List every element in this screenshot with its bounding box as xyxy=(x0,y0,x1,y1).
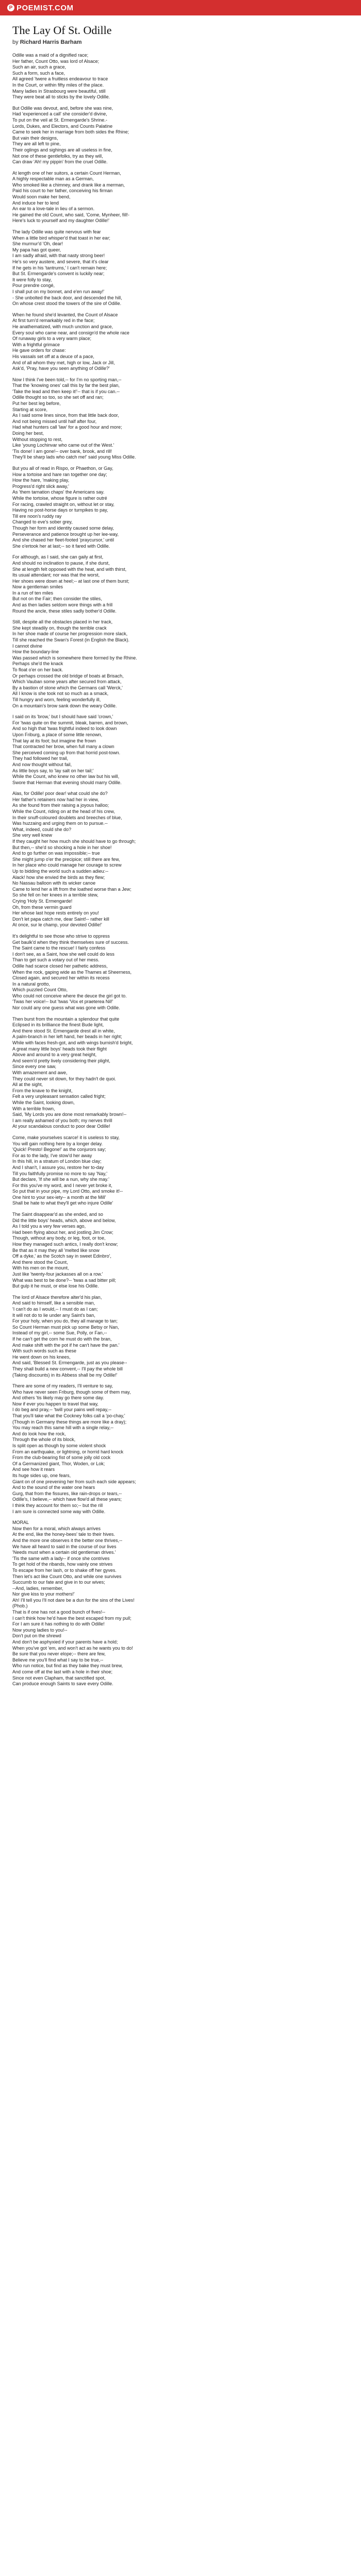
poem-line: The lord of Alsace therefore alter'd his plan, xyxy=(12,1294,102,1300)
poem-line: There are some of my readers, I'll venture to say, xyxy=(12,1383,113,1389)
poem-line: Like 'young Lochinvar who came out of the West.' xyxy=(12,443,114,448)
poem-stanza xyxy=(12,791,349,928)
poem-line: It will not do to lie under any Saint's ban, xyxy=(12,1312,95,1318)
poem-line: For racing, crawled straight on, without let or stay, xyxy=(12,501,114,507)
poem-line: They could never sit down, for they hadn't de quoi. xyxy=(12,1076,116,1081)
poem-line: And the more one observes it the better one thrives,-- xyxy=(12,1537,123,1543)
poem-line: Since not even Clapham, that sanctified spot, xyxy=(12,1675,106,1681)
poem-line: Since every one saw, xyxy=(12,1064,57,1070)
poem-line: Is split open as though by some violent shock xyxy=(12,1443,106,1449)
poem-line: Had 'experienced a call' she consider'd divine, xyxy=(12,111,107,117)
poem-stanza xyxy=(12,1383,349,1515)
poem-line: 'Quick! Presto! Begone!' as the conjurors say; xyxy=(12,1147,106,1153)
poem-line: But not on the Fair; then consider the stiles, xyxy=(12,596,102,602)
poem-line: Who have never seen Friburg, though some of them may, xyxy=(12,1389,131,1395)
poem-line: She murmur'd 'Oh, dear! xyxy=(12,241,63,247)
poem-line: Alas, for Odille! poor dear! what could she do? xyxy=(12,791,108,796)
poem-line: And so high that 'twas frightful indeed to look down xyxy=(12,726,117,732)
poem-line: If he gets in his 'tantrums,' I can't remain here; xyxy=(12,265,107,270)
poem-stanza xyxy=(12,312,349,372)
poem-line: No Nassau balloon with its wicker canoe xyxy=(12,880,96,886)
poem-line: He went down on his knees, xyxy=(12,1354,71,1360)
poem-line: Succumb to our fate and give in to our wives; xyxy=(12,1580,105,1585)
poem-line: And not being missed until half after four, xyxy=(12,418,97,424)
poem-line: For this you've my word, and I never yet broke it, xyxy=(12,1182,112,1188)
poem-line: That you'll take what the Cockney folks call a 'po-chay,' xyxy=(12,1413,125,1419)
poem-line: She might jump o'er the precipice; still there are few, xyxy=(12,856,120,862)
poem-line: 'Needs must when a certain old gentleman drives.' xyxy=(12,1550,116,1555)
poem-line: He anathematized, with much unction and grace, xyxy=(12,324,113,329)
poem-line: But then,-- she'd so shocking a hole in her shoe! xyxy=(12,844,112,850)
poem-line: And induce her to lend xyxy=(12,200,59,206)
poem-line: I am sure is connected some way with Odille. xyxy=(12,1509,106,1514)
poem-line: But vain their designs, xyxy=(12,135,58,141)
poem-line: Than to get such a votary out of her mess. xyxy=(12,957,100,963)
poem-line: And make shift with the pot if he can't have the pan.' xyxy=(12,1342,120,1348)
poem-line: Gurg, that from the fissures, like rain-drops or tears,-- xyxy=(12,1490,122,1496)
poem-stanza xyxy=(12,53,349,100)
poem-line: As she found from their raising a joyous halloo; xyxy=(12,803,109,808)
poem-body xyxy=(12,53,349,1687)
poem-line: While the Count, riding on at the head of his crew, xyxy=(12,809,115,815)
poem-line: As I told you a very few verses ago, xyxy=(12,1224,86,1229)
poem-line: I am sadly afraid, with that nasty strong beer! xyxy=(12,253,105,259)
poem-line: Here's luck to yourself and my daughter Odille!' xyxy=(12,218,110,224)
poem-line: At your scandalous conduct to poor dear Odille! xyxy=(12,1124,110,1129)
poem-line: Instead of my girl,-- some Sue, Polly, or Fan,-- xyxy=(12,1330,107,1336)
poem-line: He's so very austere, and severe, that it's clear xyxy=(12,259,109,264)
poem-line: As I said some lines since, from that little back door, xyxy=(12,413,119,418)
poem-line: Off a dyke,' as the Scotch say in sweet Edinbro', xyxy=(12,1253,111,1259)
poem-line: When a little bird whisper'd that toast in her ear; xyxy=(12,235,110,241)
poem-line: So she fell on her knees in a terrible stew, xyxy=(12,892,99,898)
poem-line: How a tortoise and hare ran together one day; xyxy=(12,471,107,477)
poem-line: They'll be sharp lads who catch me!' said young Miss Odille. xyxy=(12,454,136,460)
poem-line: I do beg and pray,-- 'twill your pains well repay,-- xyxy=(12,1407,111,1413)
poem-line: And as then ladies seldom wore things with a frill xyxy=(12,602,113,608)
poem-line: To get hold of the ribands, how vainly one strives xyxy=(12,1562,113,1567)
poem-line: I think they account for them so;-- but the rill xyxy=(12,1502,103,1508)
poem-line: Be that as it may they all 'melted like snow xyxy=(12,1247,100,1253)
poem-line: Her whose last hope rests entirely on you! xyxy=(12,910,99,916)
poem-line: On a mountain's brow sank down the weary Odille. xyxy=(12,703,117,708)
poem-line: Had been flying about her, and jostling Jim Crow; xyxy=(12,1229,113,1235)
poem-line: On whose crest stood the towers of the sire of Odille. xyxy=(12,301,122,307)
poem-line: 'I can't do as I would,-- I must do as I can; xyxy=(12,1306,98,1312)
poem-line: So Count Herman must pick up some Betsy or Nan, xyxy=(12,1324,119,1330)
poem-line: Till hungry and worn, feeling wonderfully ill, xyxy=(12,697,101,702)
poem-line: Now then for a moral, which always arrives xyxy=(12,1526,101,1531)
poem-line: All I know is she took not so much as a smack, xyxy=(12,691,109,697)
poem-line: With such words such as these xyxy=(12,1348,77,1354)
poem-line: And there stood the Count, xyxy=(12,1259,68,1265)
poem-line: Then burst from the mountain a splendour that quite xyxy=(12,1016,120,1022)
poem-line: You will gain nothing here by a longer delay. xyxy=(12,1141,103,1146)
poem-line: She o'ertook her at last;-- so it fared with Odille. xyxy=(12,543,110,549)
poem-line: Was huzzaing and urging them on to pursue.-- xyxy=(12,821,108,826)
poem-line: They are all left to pine, xyxy=(12,141,61,147)
poem-line: Came to seek her in marriage from both sides the Rhine; xyxy=(12,129,129,135)
poem-stanza xyxy=(12,554,349,614)
poem-line: With a frightful grimace xyxy=(12,342,60,347)
poem-line: To float o'er on her back. xyxy=(12,667,63,672)
poem-line: And do look how the rock, xyxy=(12,1431,66,1436)
poem-line: Which puzzled Count Otto, xyxy=(12,987,68,993)
poem-line: Still, despite all the obstacles placed in her track, xyxy=(12,619,113,625)
poem-line: At the end, like the honey-bees' tale to their hives. xyxy=(12,1532,115,1537)
poem-line: His vassals set off at a deuce of a pace, xyxy=(12,353,94,359)
site-logo-text[interactable]: POEMIST.COM xyxy=(17,3,74,12)
poem-line: Ah! I'll tell you I'll not dare be a dun for the sins of the Lives! xyxy=(12,1597,135,1603)
by-label: by xyxy=(12,39,19,45)
poem-line: I shall put on my bonnet, and e'en run away!' xyxy=(12,289,105,294)
poem-line: Her shoes were down at heel;-- at last one of them burst; xyxy=(12,578,129,584)
poem-line: The Saint disappear'd as she ended, and so xyxy=(12,1212,103,1217)
poem-line: And others 'tis likely may go there some day. xyxy=(12,1395,104,1401)
poem-line: Alack! how she envied the birds as they flew; xyxy=(12,874,105,880)
poem-line: Paid his court to her father, conceiving his firman xyxy=(12,188,113,194)
poem-line: At first turn'd remarkably red in the face; xyxy=(12,318,95,324)
poem-line: That lay at its foot; but imagine the frown xyxy=(12,738,96,743)
poem-line: I can't think how he'd have the best escaped from my pull; xyxy=(12,1615,132,1621)
poem-line: Then let's act like Count Otto, and while one survives xyxy=(12,1573,122,1579)
poem-line: Came to lend her a lift from the loathed worse than a Jew; xyxy=(12,886,132,892)
poem-line: Now I think I've been told,-- for I'm no sporting man,-- xyxy=(12,377,122,382)
poem-line: But St. Ermengarde's convent is luckily near; xyxy=(12,271,105,277)
poem-line: As little boys say, to 'lay salt on her tail;' xyxy=(12,768,94,773)
poem-line: For as to the lady, I've stow'd her away xyxy=(12,1153,92,1158)
poem-line: Without stopping to rest, xyxy=(12,436,63,442)
logo-icon[interactable]: P xyxy=(7,4,14,11)
poem-line: Odille had scarce closed her pathetic address, xyxy=(12,963,108,969)
poem-line: Can draw 'Ah! my pippin' from the cruel Odille. xyxy=(12,159,108,165)
poem-line: With a terrible frown, xyxy=(12,1106,55,1111)
poem-line: Though her form and identity caused some delay, xyxy=(12,525,114,531)
poem-line: Till she reached the Swan's Forest (in English the Black). xyxy=(12,637,129,643)
poem-stanza xyxy=(12,1295,349,1378)
poem-line: Every soul who came near, and consign'd the whole race xyxy=(12,330,129,335)
poem-line: And come off at the last with a hole in their shoe; xyxy=(12,1669,112,1674)
poem-line: The Saint came to the rescue! I fairly confess xyxy=(12,945,106,951)
poem-line: Having no post-horse days or turnpikes to pay, xyxy=(12,507,108,513)
poem-line: 'Twas her voice!-- but 'twas 'Vox et praeterea Nil!' xyxy=(12,999,113,1005)
poem-line: Above and around to a very great height, xyxy=(12,1052,97,1058)
poem-line: Nor give kiss to your mothers!' xyxy=(12,1591,75,1597)
poem-line: Not one of these gentlefolks, try as they will, xyxy=(12,153,103,159)
poem-line: For although, as I said, she can gaily at first, xyxy=(12,554,104,560)
poem-line: Changed to eve's sober grey, xyxy=(12,519,73,525)
poem-line: Eclipsed in its brilliance the finest Bude light, xyxy=(12,1022,104,1028)
poem-line: What was best to be done?-- 'twas a sad bitter pill; xyxy=(12,1277,116,1283)
poem-line: An ear to a love-tale in lieu of a sermon. xyxy=(12,206,95,212)
poem-line: While the Count, who knew no other law but his will, xyxy=(12,774,120,779)
poem-line: For 'twas quite on the summit, bleak, barren, and brown, xyxy=(12,720,128,725)
poem-line: Her father, Count Otto, was lord of Alsace; xyxy=(12,58,100,64)
poem-line: 'Tis done! I am gone!-- over bank, brook, and rill! xyxy=(12,448,112,454)
poem-line: (Phob.) xyxy=(12,1603,28,1609)
poem-title: The Lay Of St. Odille xyxy=(12,24,112,37)
poem-line: When you've got 'em, and won't act as he wants you to do! xyxy=(12,1645,133,1651)
poem-line: You may reach this same hill with a single relay,-- xyxy=(12,1425,114,1431)
poem-line: Their oglings and sighings are all useless in fine, xyxy=(12,147,112,152)
poem-line: Who run notice, but find as they bake they must brew, xyxy=(12,1663,123,1669)
author-link[interactable]: Richard Harris Barham xyxy=(20,39,82,45)
poem-line: She perceived coming up from that horrid post-town. xyxy=(12,750,121,755)
poem-line: But declare, 'If she will be a nun, why she may.' xyxy=(12,1177,109,1182)
poem-line: One hint to your sex-iety-- a month at the Mill' xyxy=(12,1194,106,1200)
poem-line: Crying 'Holy St. Ermengarde! xyxy=(12,898,73,904)
poem-stanza xyxy=(12,171,349,224)
poem-line: Just like 'twenty-four jackasses all on a row.' xyxy=(12,1272,103,1277)
poem-line: That the 'knowing ones' call this by far the best plan, xyxy=(12,383,120,388)
poem-line: He gained the old Count, who said, 'Come, Mynheer, fill!- xyxy=(12,212,129,217)
poem-line: Odille's, I believe,-- which have flow'd all these years; xyxy=(12,1497,122,1502)
poem-line: Ask'd, 'Pray, have you seen anything of Odille?' xyxy=(12,366,110,371)
poem-line: 'Tis the same with a lady-- if once she contrives xyxy=(12,1555,110,1561)
poem-line: We have all heard to said in the course of our lives xyxy=(12,1544,117,1549)
poem-line: Its usual attendant; nor was that the worst, xyxy=(12,572,100,578)
poem-line: Many ladies in Strasbourg were beautiful, still xyxy=(12,88,106,94)
poem-line: Get baulk'd when they think themselves sure of success. xyxy=(12,939,129,945)
poem-line: Be sure that you never elope;-- there are few, xyxy=(12,1651,106,1657)
poem-line: Or perhaps crossed the old bridge of boats at Brisach, xyxy=(12,673,124,679)
poem-stanza xyxy=(12,377,349,461)
poem-stanza xyxy=(12,714,349,786)
poem-line: She kept steadily on, though the terrible crack xyxy=(12,625,107,631)
poem-line: And see how it rears xyxy=(12,1467,55,1472)
poem-line: Till ere noon's ruddy ray xyxy=(12,513,62,519)
poem-line: While the Saint, looking down, xyxy=(12,1099,75,1105)
poem-line: Swore that Herman that evening should marry Odille. xyxy=(12,779,122,785)
poem-line: From the knave to the knight, xyxy=(12,1088,73,1093)
poem-line: Such an air, such a grace, xyxy=(12,64,67,70)
poem-line: If they caught her how much she should have to go through; xyxy=(12,839,136,844)
poem-line: They shall build a new convent,-- I'll pay the whole bill xyxy=(12,1366,123,1371)
poem-line: And of all whom they met, high or low, Jack or Jill, xyxy=(12,360,115,365)
poem-line: Doing her best, xyxy=(12,431,44,436)
poem-line: And now thought without fail, xyxy=(12,761,72,767)
poem-line: She very well knew xyxy=(12,833,53,838)
poem-line: That is if one has not a good bunch of fives!-- xyxy=(12,1609,106,1615)
poem-line: They had followed her trail, xyxy=(12,756,69,761)
poem-line: If he can't get the corn he must do with the bran, xyxy=(12,1336,112,1342)
poem-line: Would soon make her bend, xyxy=(12,194,71,200)
poem-line: In this hill, in a stratum of London blue clay; xyxy=(12,1159,102,1164)
poem-line: From the club-bearing fist of some jolly old cock xyxy=(12,1455,111,1461)
poem-line: And there stood St. Ermengarde drest all in white, xyxy=(12,1028,115,1033)
poem-line: - She unbolted the back door, and descended the hill, xyxy=(12,295,122,300)
poem-line: Come, make yourselves scarce! it is useless to stay, xyxy=(12,1134,120,1140)
poem-stanza xyxy=(12,1016,349,1130)
poem-line: Odille was a maid of a dignified race; xyxy=(12,53,89,58)
poem-line: It were folly to stay, xyxy=(12,277,52,282)
poem-container xyxy=(0,15,361,2576)
poem-line: Believe me you'll find what I say to be true,-- xyxy=(12,1657,104,1663)
poem-line: For your holy, when you do, they all manage to tan; xyxy=(12,1318,118,1324)
poem-line: She at length felt opposed with the heat, and with thirst, xyxy=(12,566,127,572)
poem-line: Which Vauban some years after secured from attack, xyxy=(12,679,122,685)
poem-stanza xyxy=(12,466,349,549)
poem-line: (Though in Germany these things are more like a dray); xyxy=(12,1419,127,1425)
poem-line: How they managed such antics, I really don't know; xyxy=(12,1242,118,1247)
poem-line: --And, ladies, remember, xyxy=(12,1585,63,1591)
poem-line: Such a form, such a face, xyxy=(12,70,65,76)
poem-line: And said to himself, like a sensible man, xyxy=(12,1300,95,1306)
poem-line: They were beat all to sticks by the lovely Odille. xyxy=(12,94,110,100)
poem-line: He gave orders for chase: xyxy=(12,348,66,353)
poem-line: Perseverance and patience brought up her lee-way, xyxy=(12,531,119,537)
poem-line: Was passed which is somewhere there formed by the Rhine. xyxy=(12,655,137,660)
poem-stanza xyxy=(12,619,349,709)
poem-line: Don't put on the shrewd xyxy=(12,1633,61,1639)
poem-line: Oh, from these vermin guard xyxy=(12,904,72,910)
poem-line: Now young ladies to you!-- xyxy=(12,1627,68,1633)
poem-line: In her shoe made of course her progression more slack, xyxy=(12,631,128,637)
poem-line: At length one of her suitors, a certain Count Herman, xyxy=(12,170,121,176)
poem-line: Of runaway girls to a very warm place; xyxy=(12,336,92,342)
poem-line: To put on the veil at St. Ermengarde's Shrine.- xyxy=(12,117,107,123)
poem-line: And should no inclination to pause, if she durst, xyxy=(12,560,110,566)
poem-line: Who could not conceive where the deuce the girl got to. xyxy=(12,993,127,998)
poem-line: Giant on of one prevening her from such each side appears; xyxy=(12,1479,136,1484)
poem-line: At once, sur le champ, your devoted Odille!' xyxy=(12,922,102,928)
poem-line: While the tortoise, whose figure is rather outré xyxy=(12,495,107,501)
poem-line: The lady Odille was quite nervous with fear xyxy=(12,229,101,235)
poem-line: But Odille was devout, and, before she was nine, xyxy=(12,105,113,111)
poem-line: To escape from her lash, or to shake off her gyves. xyxy=(12,1567,117,1573)
poem-stanza xyxy=(12,229,349,307)
poem-line: Pour prendre congé, xyxy=(12,283,55,289)
poem-line: (Taking discounts) in its Abbess shall be my Odille!' xyxy=(12,1372,118,1378)
poem-line: Though, without any body, or leg, foot, or toe, xyxy=(12,1235,106,1241)
poem-line: From an earthquake, or lightning, or horrid hard knock xyxy=(12,1449,124,1454)
poem-line: Felt a very unpleasant sensation called fright; xyxy=(12,1094,106,1099)
poem-line: By a bastion of stone which the Germans call 'Werck,' xyxy=(12,685,123,690)
poem-line: With his men on the mount, xyxy=(12,1265,69,1271)
poem-line: Through the whole of its block, xyxy=(12,1437,76,1443)
poem-line: Shall be hate to what they'll get who injure Odille' xyxy=(12,1200,113,1206)
poem-line: All agreed 'twere a fruitless endeavour to trace xyxy=(12,76,108,82)
poem-stanza xyxy=(12,106,349,165)
poem-line: And to the sound of the water one hears xyxy=(12,1485,95,1490)
poem-line: MORAL xyxy=(12,1520,29,1526)
poem-line: Put her best leg before, xyxy=(12,401,61,406)
poem-line: A great many little boys' heads took their flight xyxy=(12,1046,107,1052)
poem-line: Who smoked like a chimney, and drank like a merman, xyxy=(12,182,125,188)
poem-line: Round the ancle, these stiles sadly bother'd Odille. xyxy=(12,608,117,614)
poem-line: And said, 'Blessed St. Ermengarde, just as you please-- xyxy=(12,1360,127,1366)
poem-line: I don't see, as a Saint, how she well could do less xyxy=(12,951,114,957)
poem-line: Can produce enough Saints to save every Odille. xyxy=(12,1681,113,1687)
poem-line: Up to bidding the world such a sudden adieu:-- xyxy=(12,869,109,874)
poem-line: 'Take the lead and then keep it!'-- that is if you can.-- xyxy=(12,388,120,394)
poem-line: And seem'd pretty lively considering their plight, xyxy=(12,1058,110,1063)
poem-line: In a run of ten miles xyxy=(12,590,54,596)
poem-line: When the rock, gaping wide as the Thames at Sheerness, xyxy=(12,969,132,975)
poem-line: And I shan't, I assure you, restore her to-day xyxy=(12,1164,104,1170)
poem-line: Said, 'My Lords you are done most remarkably brown!-- xyxy=(12,1112,127,1117)
poem-line: But you all of read in Rispo, or Phaethon, or Gay, xyxy=(12,466,113,471)
poem-line: As 'them tarnation chaps' the Americans say. xyxy=(12,489,105,495)
poem-line: How the hare, 'making play, xyxy=(12,478,70,483)
poem-line: How the boundary-line xyxy=(12,649,59,655)
poem-stanza xyxy=(12,1520,349,1687)
poem-line: Now a gentleman smiles xyxy=(12,584,63,590)
poem-line: What, indeed, could she do? xyxy=(12,826,72,832)
poem-line: I said on its 'brow,' but I should have said 'crown,' xyxy=(12,714,113,720)
poem-line: In their snuff-coloured doublets and breeches of blue, xyxy=(12,815,122,820)
poem-line: Now if ever you happen to travel that way, xyxy=(12,1401,99,1406)
poem-line: My papa has got queer, xyxy=(12,247,61,252)
poem-line: Perhaps she'd the knack xyxy=(12,661,63,667)
poem-stanza xyxy=(12,1135,349,1207)
poem-line: A highly respectable man as a German, xyxy=(12,176,94,182)
poem-line: Odille thought so too, so she set off and ran; xyxy=(12,395,104,400)
poem-line: While with faces fresh-got, and with wings burnish'd bright, xyxy=(12,1040,133,1046)
poem-line: Starting at score, xyxy=(12,406,48,412)
poem-line: Closed again, and secured her within its recess xyxy=(12,975,110,981)
poem-line: So put that in your pipe, my Lord Otto, and smoke it!-- xyxy=(12,1189,123,1194)
poem-line: But gulp it he must, or else lose his Odille. xyxy=(12,1283,99,1289)
poem-author-line xyxy=(12,39,349,45)
poem-line: And she chased her fleet-footed 'praycursor,' until xyxy=(12,537,114,543)
poem-line: Her father's retainers now had her in view, xyxy=(12,796,99,802)
poem-line: Don't let papa catch me, dear Saint!-- rather kill xyxy=(12,916,109,922)
poem-line: In her place who could manage her courage to screw xyxy=(12,862,122,868)
poem-line: Nor could any one guess what was gone with Odille. xyxy=(12,1005,120,1011)
poem-line: I am really ashamed of you both; my nerves thrill xyxy=(12,1117,112,1123)
poem-line: And to go further on was impossible;-- true xyxy=(12,851,100,856)
poem-line: Upon Friburg, a place of some little renown, xyxy=(12,732,103,737)
poem-line: And don't be asphyxied if your parents have a hold; xyxy=(12,1639,118,1645)
poem-line: Progress'd right slick away,' xyxy=(12,483,69,489)
poem-line: All at the sight, xyxy=(12,1082,43,1088)
poem-line: Its huge sides up, one fears, xyxy=(12,1473,71,1478)
poem-stanza xyxy=(12,934,349,1011)
poem-line: Of a Germanized giant, Thor, Woden, or Lok; xyxy=(12,1461,105,1466)
poem-line: In the Court, or within fifty miles of the place. xyxy=(12,82,104,88)
poem-line: Lords, Dukes, and Electors, and Counts Palatine xyxy=(12,123,113,129)
poem-stanza xyxy=(12,1212,349,1290)
poem-line: I cannot divine xyxy=(12,643,43,649)
poem-line: Did the little boys' heads, which, above and below, xyxy=(12,1217,116,1223)
poem-line: A palm-branch in her left hand, her beads in her right; xyxy=(12,1034,122,1040)
poem-line: Had what hunters call 'law' for a good hour and more; xyxy=(12,425,122,430)
poem-line: For I am sure it has nothing to do with Odille! xyxy=(12,1621,105,1627)
poem-line: It's delightful to see those who strive to oppress xyxy=(12,933,110,939)
poem-line: With amazement and awe, xyxy=(12,1070,68,1075)
poem-line: Till you faithfully promise no more to say 'Nay,' xyxy=(12,1171,108,1176)
poem-line: In a natural grotto, xyxy=(12,981,51,987)
poem-line: That contracted her brow, when full many a clown xyxy=(12,744,114,750)
poem-line: When he found she'd levanted, the Count of Alsace xyxy=(12,312,118,317)
site-header xyxy=(0,0,361,15)
